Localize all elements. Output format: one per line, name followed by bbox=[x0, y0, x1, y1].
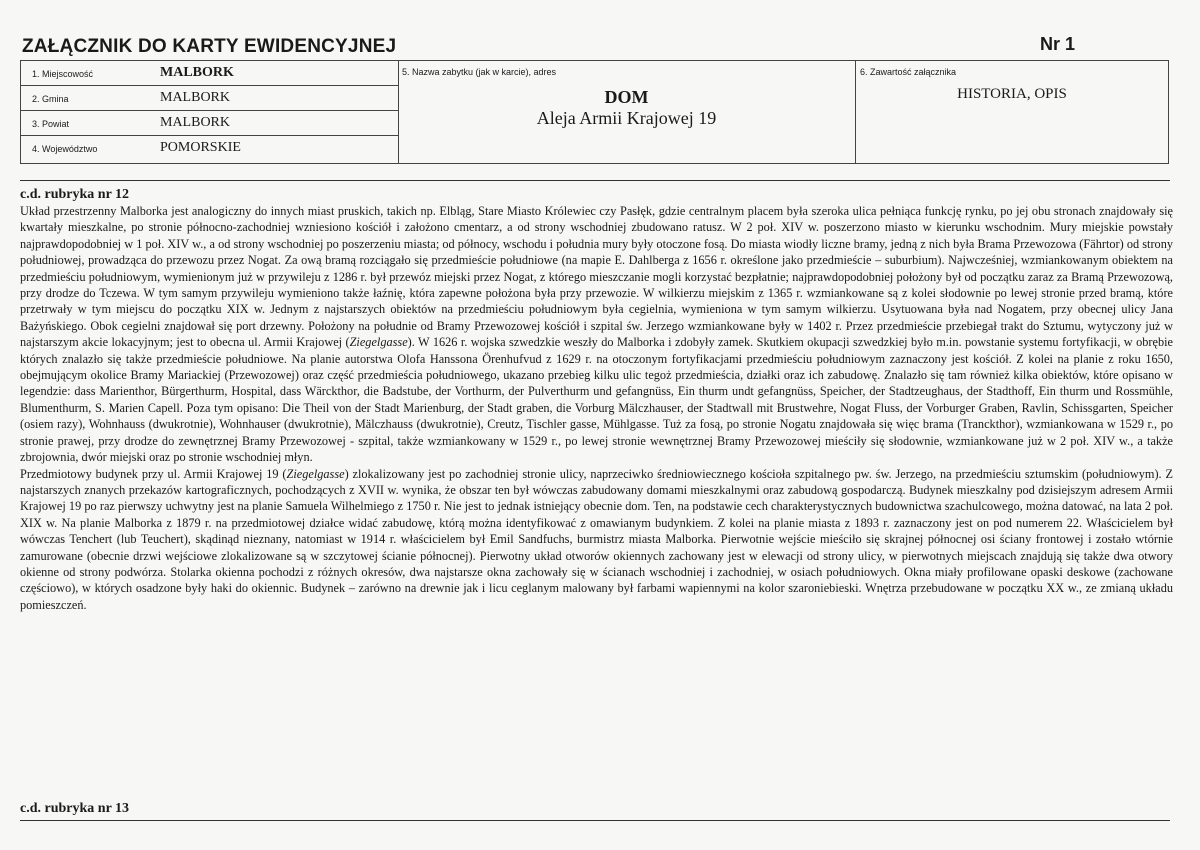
field-label: 1. Miejscowość bbox=[32, 69, 94, 79]
contents-label: 6. Zawartość załącznika bbox=[860, 67, 957, 77]
field-value: MALBORK bbox=[160, 65, 234, 80]
monument-address: Aleja Armii Krajowej 19 bbox=[536, 108, 717, 128]
paragraph bbox=[20, 203, 1173, 466]
location-column bbox=[21, 61, 399, 163]
monument-column bbox=[398, 61, 856, 163]
paragraph-italic: Ziegelgasse bbox=[349, 335, 408, 350]
page-title: ZAŁĄCZNIK DO KARTY EWIDENCYJNEJ bbox=[22, 36, 397, 57]
section-heading: c.d. rubryka nr 13 bbox=[20, 801, 130, 816]
paragraph-text: ). W 1626 r. wojska szwedzkie weszły do Malborka i zdobyły zamek. Skutkiem okupacji szwedzkiej było m.in. powstanie systemu fortyfikacji, w obrębie których znalazło się także przedmieście południowe. Na planie autorstwa Olofa Hanssona Örenhufvud z 1629 r. na otoczonym fortyfikacjami przedmieściu południowym zaznaczony jest kościół. Z kolei na planie z roku 1650, obejmującym okolice Bramy Mariackiej (Przewozowej) oraz część przedmieścia południowego, ukazano przebieg kilku ulic tegoż przedmieścia, działki oraz ich zabudowę. Znalazło się tam również kilka obiektów, które opisano w legendzie: dass Marienthor, Bürgerthurm, Hospital, dass Wärckthor, die Badstube, der Vorthurm, der Pulverthurm und gefangnüss, Ein thurm undt gefangnüss, Speicher, der Stadtzeughaus, der Stadthoff, Ein thurm und Rossmühle, Blumenthurm, S. Marien Capell. Poza tym opisano: Die Theil von der Stadt Marienburg, der Stadt graben, die Vorburg Mälczhauser, der Stadtwall mit Brustwehre, Nogat Fluss, der Vorburger Graben, Ravlin, Schissgarten, Speicher (osiem razy), Wohnhauss (dwukrotnie), Wohnhauser (dwukrotnie), Mälczhauss (dwukrotnie), Creutz, Tischler gasse, Mühlgasse. Tuż za fosą, po stronie Nogatu znajdowała się więc brama (Tranckthor), wzmiankowana w 1529 r., po stronie prawej, przy drodze do zewnętrznej Bramy Przewozowej - szpital, także wzmiankowany w 1529 r., po lewej stronie wewnętrznej Bramy Przewozowej mieściły się słodownie, wzmiankowane już w 2 poł. XIV w., a także zbrojownia, dwór miejski oraz po stronie wschodniej młyn. bbox=[20, 335, 1173, 465]
field-value: MALBORK bbox=[160, 115, 231, 130]
paragraph bbox=[20, 466, 1173, 614]
section-divider bbox=[20, 180, 1170, 181]
attachment-number: Nr 1 bbox=[1040, 34, 1076, 54]
location-row bbox=[21, 111, 398, 136]
field-label: 3. Powiat bbox=[32, 119, 70, 129]
section-heading: c.d. rubryka nr 12 bbox=[20, 187, 130, 202]
location-row bbox=[21, 61, 398, 86]
field-value: MALBORK bbox=[160, 90, 231, 105]
paragraph-text: Przedmiotowy budynek przy ul. Armii Krajowej 19 ( bbox=[20, 466, 287, 481]
paragraph-italic: Ziegelgasse bbox=[286, 466, 345, 481]
info-table bbox=[20, 60, 1169, 164]
location-row bbox=[21, 86, 398, 111]
contents-value: HISTORIA, OPIS bbox=[957, 86, 1067, 102]
monument-name: DOM bbox=[604, 87, 649, 107]
field-label: 4. Województwo bbox=[32, 144, 98, 154]
field-label: 2. Gmina bbox=[32, 94, 69, 104]
contents-column bbox=[856, 61, 1168, 163]
section-divider bbox=[20, 820, 1170, 821]
field-value: POMORSKIE bbox=[160, 140, 241, 155]
paragraph-text: Układ przestrzenny Malborka jest analogiczny do innych miast pruskich, takich np. Elbląg, Stare Miasto Królewiec czy Pasłęk, gdzie centralnym placem była szeroka ulica pełniąca funkcję rynku, po jej obu stronach znajdowały się kwartały mieszkalne, po stronie północno-zachodniej wzniesiono kościół i założono cmentarz, a od strony wschodniej zbudowano ratusz. W 2 poł. XIV w. poszerzono miasto w kierunku wschodnim. Mury miejskie powstały najprawdopodobniej w 1 poł. XIV w., a od strony wschodniej po poszerzeniu miasta; od północy, wschodu i południa mury były otoczone fosą. Do miasta wiodły liczne bramy, jedną z nich była Brama Przewozowa (Fährtor) od strony południowej, prowadząca do przewozu przez Nogat. Za ową bramą rozciągało się przedmieście południowe (na mapie E. Dahlberga z 1656 r. określone jako przedmieście – suburbium). Najwcześniej, wzmiankowanym obiektem na przedmieściu południowym, wymienionym już w przywileju z 1286 r. był przewóz miejski przez Nogat, z którego mieszczanie mogli korzystać bezpłatnie; najprawdopodobniej położony był od początku zaraz za Bramą Przewozową, przy drodze do Tczewa. W tym samym przywileju wymieniono także łaźnię, która zapewne położona była przy przewozie. W wilkierzu miejskim z 1365 r. wzmiankowane są z kolei słodownie po lewej stronie przed bramą, które przetrwały w tym miejscu do początku XIX w. Jednym z najstarszych obiektów na przedmieściu południowym była cegielnia, wymieniona w tym samym wilkierzu. Usytuowana była nad Nogatem, przy obecnej ulicy Jana Bażyńskiego. Obok cegielni znajdował się port drzewny. Położony na południe od Bramy Przewozowej kościół i szpital św. Jerzego wzmiankowane były w 1402 r. Przez przedmieście przebiegał trakt do Sztumu, wytyczony już w najstarszym akcie lokacyjnym; jest to obecna ul. Armii Krajowej ( bbox=[20, 204, 1173, 350]
location-row bbox=[21, 136, 398, 163]
section-body bbox=[20, 203, 1173, 613]
paragraph-text: ) zlokalizowany jest po zachodniej stronie ulicy, naprzeciwko średniowiecznego kościoła szpitalnego pw. św. Jerzego, na przedmieściu sztumskim (południowym). Z najstarszych znanych przekazów kartograficznych, pochodzących z XVII w. wynika, że obszar ten był wówczas zabudowany domami mieszkalnymi oraz zabudową gospodarczą. Budynek mieszkalny pod dzisiejszym adresem Armii Krajowej 19 po raz pierwszy uchwytny jest na planie Samuela Wilhelmiego z 1750 r. Nie jest to jednak istniejący obecnie dom. Ten, na podstawie cech charakterystycznych budownictwa szachulcowego, można datować, na lata 2 poł. XIX w. Na planie Malborka z 1879 r. na przedmiotowej działce widać zabudowę, którą można identyfikować z omawianym budynkiem. Z kolei na planie miasta z 1893 r. zaznaczony jest on pod numerem 22. Właścicielem był wówczas Tenchert (lub Teuchert), skądinąd nieznany, natomiast w 1914 r. właścicielem był Emil Sandfuchs, burmistrz miasta Malborka. Pierwotnie wejście mieściło się skrajnej północnej osi ściany frontowej i zostało wtórnie zamurowane (obecnie drzwi wejściowe zlokalizowane są w szczytowej ścianie północnej). Pierwotny układ otworów okiennych zachowany jest w elewacji od strony ulicy, w pierwotnych miejscach znajdują się także dwa otwory okienne od strony podwórza. Stolarka okienna pochodzi z różnych okresów, dwa najstarsze okna zachowały się w ścianach wschodniej i zachodniej, w osiach południowych. Okna miały profilowane opaski deskowe (zachowane częściowo), w których osadzone były haki do okiennic. Budynek – zarówno na drewnie jak i licu ceglanym malowany był farbami wapiennymi na kolor szaroniebieski. Wnętrza przebudowane w początku XX w., ze zmianą układu pomieszczeń. bbox=[20, 466, 1173, 612]
monument-label: 5. Nazwa zabytku (jak w karcie), adres bbox=[402, 67, 557, 77]
